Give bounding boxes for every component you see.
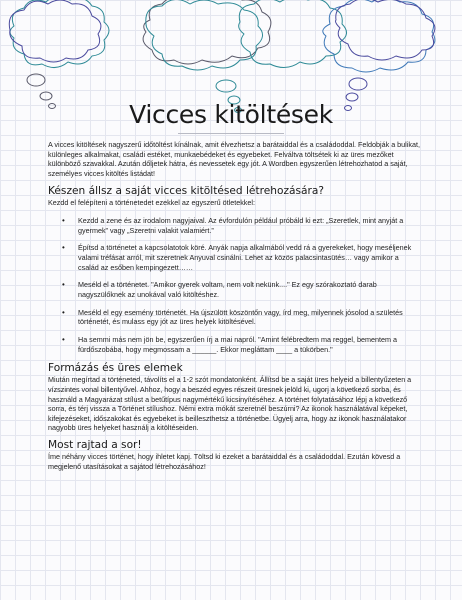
document-body (48, 140, 420, 477)
section-heading-create: Készen állsz a saját vicces kitöltésed létrehozására? (48, 185, 324, 198)
thought-cloud-right-teal (239, 0, 347, 68)
list-item-text: Meséld el egy esemény történetét. Ha újszülött köszöntőn vagy, írd meg, milyennek jósolod a születés történetét, és mulass egy jót az üres helyek kitöltésével. (78, 307, 403, 327)
list-item-text: Meséld el a történetet. "Amikor gyerek voltam, nem volt nekünk...." Ez egy szórakoztató darab nagyszülőknek az unokával való kitöltéshez. (78, 280, 377, 299)
bubble (40, 92, 52, 100)
list-item (48, 243, 420, 272)
list-item-text: Ha semmi más nem jön be, egyszerűen írj a mai napról. "Amint felébredtem ma reggel, bementem a fürdőszobába, hogy megmossam a ______. Ekkor megláttam ____ a tükörben." (78, 335, 397, 354)
list-item-text: Kezdd a zene és az irodalom nagyjaival. Az évfordulón például próbáld ki ezt: „Szeretlek, mint anyját a gyermek” vagy „Szeretni valakit valamiért.” (78, 215, 404, 235)
intro-paragraph: A vicces kitöltések nagyszerű időtöltést kínálnak, amit élvezhetsz a barátaiddal és a családoddal. Feldobják a bulikat, különleges alkalmakat, családi estéket, munkaebédeket és egyebeket. Felváltva töltsétek ki az üres mezőket különböző szavakkal. Azután dőljetek hátra, és nevessetek egy jót. A Wordben egyszerűen létrehozhatod a saját, személyes vicces kitöltés listádat! (48, 140, 420, 178)
list-item (48, 216, 420, 235)
section-heading-formatting: Formázás és üres elemek (48, 362, 183, 375)
bullet-icon: • (62, 243, 65, 253)
thought-cloud-center-2 (146, 0, 263, 70)
thought-cloud-right-blue (323, 0, 435, 72)
section-lead: Kezdd el felépíteni a történetedet ezekkel az egyszerű ötletekkel: (48, 198, 255, 208)
bubble (216, 80, 236, 92)
list-item (48, 308, 420, 327)
bullet-icon: • (62, 335, 65, 345)
bullet-icon: • (62, 215, 65, 225)
section-heading-your-turn: Most rajtad a sor! (48, 439, 142, 451)
your-turn-paragraph: Íme néhány vicces történet, hogy ihletet kapj. Töltsd ki ezeket a barátaiddal és a családoddal. Ezután kövesd a megjelenő utasításokat a sajátod létrehozásához! (48, 452, 401, 471)
bubble (349, 78, 367, 90)
bullet-icon: • (62, 307, 65, 317)
page-title: Vicces kitöltések (129, 100, 333, 129)
thought-cloud-indigo (9, 0, 101, 62)
formatting-paragraph: Miután megírtad a történeted, távolíts el a 1-2 szót mondatonként. Állítsd be a saját üres helyeid a billentyűzeten a vízszintes vonal billentyűvel. Ahhoz, hogy a beszéd egyes részeit üresnek jelöld ki, ugorj a következő sorba, és használd a Magyarázat stílust a betűtípus nagymértékű kicsinyítéséhez. A történet folytatásához lépj a következő sorra, és térj vissza a Történet stílushoz. Némi extra mókát szeretnél beszúrni? Az ikonok használatával képeket, kifejezéseket, időszakokat és egyebeket is beilleszthetsz a történetbe. Ügyelj arra, hogy az ikonok használatakor nagyobb üres helyeket használj a kitöltéseiden. (48, 375, 412, 433)
list-item (48, 280, 420, 299)
thought-cloud-teal (10, 0, 109, 68)
bullet-icon: • (62, 280, 65, 290)
list-item-text: Építsd a történetet a kapcsolatotok köré. Anyák napja alkalmából vedd rá a gyerekeket, hogy meséljenek valami tréfásat arról, mit szeretnek Anyuval csinálni. Lehet az közös palacsintasütés… vagy amikor a család az esőben kempingezett…… (78, 243, 412, 272)
list-item (48, 335, 420, 354)
ideas-list (48, 216, 420, 354)
bubble (27, 74, 45, 86)
title-underline (178, 133, 284, 134)
